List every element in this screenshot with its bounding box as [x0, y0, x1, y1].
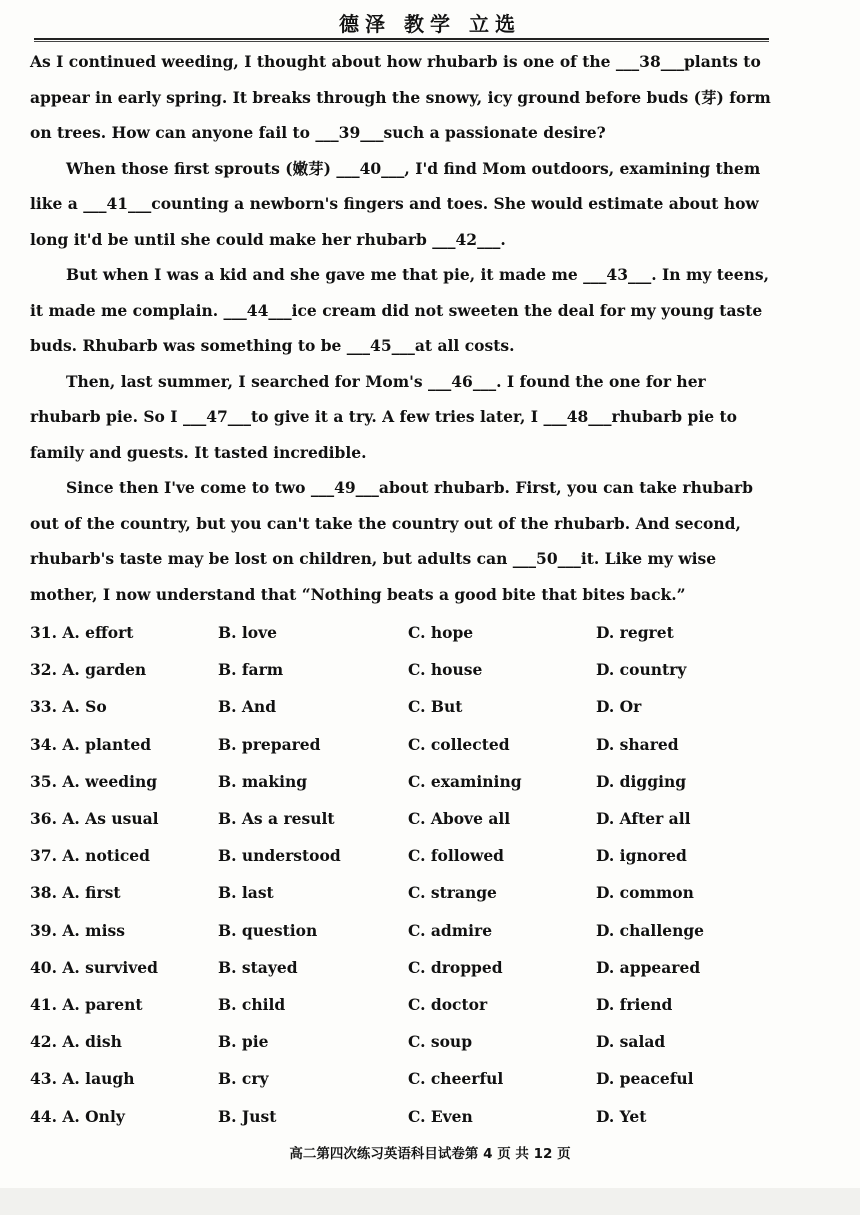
- option-d: D. country: [596, 660, 687, 680]
- passage-paragraph: Then, last summer, I searched for Mom's ___46___. I found the one for her rhubarb pie. So I ___47___to give it a try. A few tries later, I ___48___rhubarb pie to family and guests. It tasted incredible.: [30, 371, 737, 462]
- option-b: B. pie: [218, 1032, 269, 1052]
- page-footer: 高二第四次练习英语科目试卷第 4 页 共 12 页: [289, 1146, 571, 1162]
- option-row: [30, 1023, 790, 1060]
- option-row: [30, 763, 790, 800]
- option-a: 36. A. As usual: [30, 809, 159, 829]
- option-a: 34. A. planted: [30, 734, 152, 754]
- option-b: B. prepared: [218, 734, 321, 754]
- option-c: C. house: [408, 660, 483, 680]
- option-d: D. appeared: [596, 957, 701, 977]
- option-c: C. cheerful: [408, 1069, 504, 1089]
- option-d: D. ignored: [596, 846, 687, 866]
- option-d: D. challenge: [596, 920, 705, 940]
- option-b: B. And: [218, 697, 277, 717]
- answer-options: [30, 614, 790, 1135]
- option-d: D. salad: [596, 1032, 666, 1052]
- option-d: D. regret: [596, 623, 674, 643]
- option-d: D. Or: [596, 697, 642, 717]
- option-a: 42. A. dish: [30, 1032, 122, 1052]
- option-c: C. Even: [408, 1106, 473, 1126]
- option-row: [30, 837, 790, 874]
- option-d: D. common: [596, 883, 694, 903]
- option-row: [30, 986, 790, 1023]
- option-b: B. As a result: [218, 809, 335, 829]
- option-a: 43. A. laugh: [30, 1069, 135, 1089]
- option-b: B. love: [218, 623, 277, 643]
- option-b: B. last: [218, 883, 274, 903]
- option-a: 31. A. effort: [30, 623, 134, 643]
- header-rule-secondary: [34, 41, 769, 42]
- scan-bottom-strip: [0, 1188, 860, 1215]
- option-row: [30, 912, 790, 949]
- passage-paragraph: But when I was a kid and she gave me that pie, it made me ___43___. In my teens, it made me complain. ___44___ice cream did not sweeten the deal for my young taste buds. Rhubarb was something to be ___45___at all costs.: [30, 265, 770, 355]
- option-a: 41. A. parent: [30, 994, 143, 1014]
- option-c: C. followed: [408, 846, 505, 866]
- option-b: B. making: [218, 771, 308, 791]
- option-row: [30, 726, 790, 763]
- passage-paragraph: As I continued weeding, I thought about how rhubarb is one of the ___38___plants to appear in early spring. It breaks through the snowy, icy ground before buds (芽) form on trees. How can anyone fail to ___39___such a passionate desire?: [30, 52, 771, 142]
- option-a: 40. A. survived: [30, 957, 158, 977]
- option-a: 44. A. Only: [30, 1106, 125, 1126]
- option-row: [30, 688, 790, 725]
- option-row: [30, 614, 790, 651]
- option-d: D. After all: [596, 809, 691, 829]
- option-d: D. peaceful: [596, 1069, 694, 1089]
- option-d: D. Yet: [596, 1106, 647, 1126]
- option-c: C. strange: [408, 883, 497, 903]
- option-row: [30, 949, 790, 986]
- option-b: B. understood: [218, 846, 341, 866]
- option-a: 33. A. So: [30, 697, 107, 717]
- option-b: B. cry: [218, 1069, 269, 1089]
- option-d: D. friend: [596, 994, 673, 1014]
- option-c: C. Above all: [408, 809, 511, 829]
- option-b: B. child: [218, 994, 286, 1014]
- option-d: D. shared: [596, 734, 679, 754]
- option-c: C. hope: [408, 623, 474, 643]
- option-row: [30, 800, 790, 837]
- option-d: D. digging: [596, 771, 687, 791]
- header-rule: [34, 38, 769, 40]
- option-a: 37. A. noticed: [30, 846, 150, 866]
- passage-paragraph: When those first sprouts (嫩芽) ___40___, I'd find Mom outdoors, examining them like a ___41___counting a newborn's fingers and toes. She would estimate about how long it'd be until she could make her rhubarb ___42___.: [30, 158, 761, 249]
- reading-passage: [30, 44, 778, 612]
- option-c: C. admire: [408, 920, 493, 940]
- option-a: 32. A. garden: [30, 660, 147, 680]
- option-row: [30, 874, 790, 911]
- option-b: B. Just: [218, 1106, 277, 1126]
- page-header: 德泽 教学 立选: [339, 12, 521, 36]
- option-c: C. collected: [408, 734, 510, 754]
- option-c: C. dropped: [408, 957, 503, 977]
- option-row: [30, 651, 790, 688]
- option-c: C. soup: [408, 1032, 473, 1052]
- option-c: C. examining: [408, 771, 522, 791]
- option-b: B. stayed: [218, 957, 298, 977]
- option-c: C. But: [408, 697, 463, 717]
- option-a: 39. A. miss: [30, 920, 125, 940]
- option-c: C. doctor: [408, 994, 488, 1014]
- option-row: [30, 1060, 790, 1097]
- passage-paragraph: Since then I've come to two ___49___about rhubarb. First, you can take rhubarb out of the country, but you can't take the country out of the rhubarb. And second, rhubarb's taste may be lost on children, but adults can ___50___it. Like my wise mother, I now understand that “Nothing beats a good bite that bites back.”: [30, 478, 754, 604]
- option-b: B. question: [218, 920, 318, 940]
- option-row: [30, 1097, 790, 1134]
- option-a: 35. A. weeding: [30, 771, 158, 791]
- option-a: 38. A. first: [30, 883, 121, 903]
- option-b: B. farm: [218, 660, 284, 680]
